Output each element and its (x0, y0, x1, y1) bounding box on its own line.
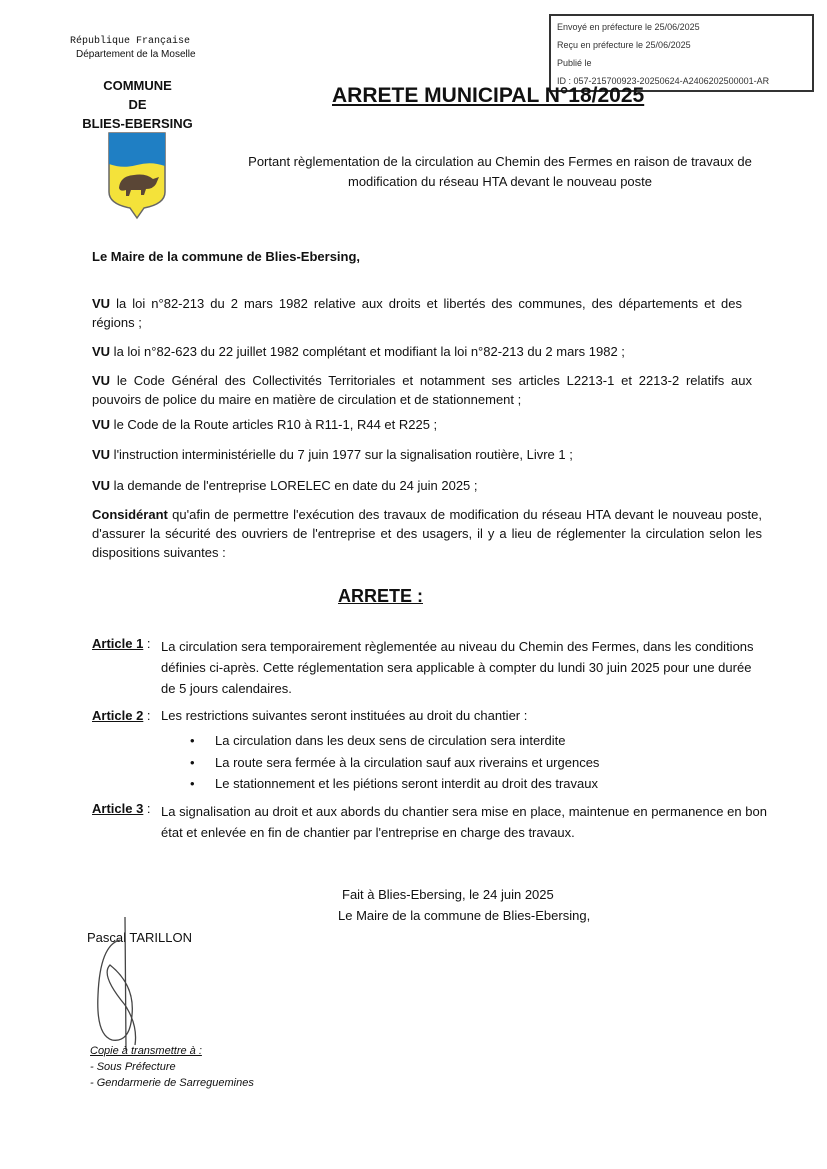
article-sep: : (143, 801, 151, 816)
considerant-label: Considérant (92, 507, 168, 522)
commune-name (70, 76, 205, 133)
vu-paragraph (92, 476, 742, 495)
stamp-id: ID : 057-215700923-20250624-A2406202500001-AR (557, 76, 770, 86)
commune-line: COMMUNE (103, 78, 172, 93)
stamp-sent: Envoyé en préfecture le 25/06/2025 (557, 22, 700, 32)
republic-label: République Française (70, 36, 191, 47)
vu-text: la demande de l'entreprise LORELEC en date du 24 juin 2025 ; (110, 478, 478, 493)
article-sep: : (143, 636, 151, 651)
intro: Le Maire de la commune de Blies-Ebersing, (92, 249, 361, 264)
vu-text: le Code de la Route articles R10 à R11-1, R44 et R225 ; (110, 417, 438, 432)
subtitle (200, 152, 800, 192)
vu-paragraph (92, 445, 742, 464)
copy-heading: Copie à transmettre à : (90, 1045, 202, 1057)
article-sep: : (143, 708, 151, 723)
bullet-icon: • (190, 754, 195, 770)
vu-label: VU (92, 296, 111, 311)
vu-paragraph (92, 371, 752, 409)
vu-text: l'instruction interministérielle du 7 juin 1977 sur la signalisation routière, Livre 1 ; (110, 447, 573, 462)
vu-paragraph (92, 415, 742, 434)
considerant-text: qu'afin de permettre l'exécution des travaux de modification du réseau HTA devant le nouveau poste, d'assurer la sécurité des ouvriers de l'entreprise et des usagers, il y a lieu de réglementer la circulation selon les dispositions suivantes : (92, 507, 762, 560)
bullet-icon: • (190, 733, 195, 748)
considerant-paragraph (92, 505, 762, 562)
article-3-label (92, 801, 151, 816)
copy-recipient: - Gendarmerie de Sarreguemines (90, 1077, 254, 1089)
vu-label: VU (92, 373, 111, 388)
handwritten-signature (90, 915, 150, 1055)
list-item (190, 752, 600, 774)
commune-line: DE (128, 97, 147, 112)
article-2-label (92, 708, 151, 723)
article-label: Article 1 (92, 636, 144, 651)
vu-text: la loi n°82-213 du 2 mars 1982 relative aux droits et libertés des communes, des départements et des régions ; (92, 296, 742, 330)
list-item-text: La route sera fermée à la circulation sauf aux riverains et urgences (215, 754, 600, 770)
article-3-text: La signalisation au droit et aux abords du chantier sera mise en place, maintenue en permanence en bon état et enlevée en fin de chantier par l'entreprise en charge des travaux. (161, 804, 767, 840)
page-title: ARRETE MUNICIPAL N°18/2025 (332, 84, 645, 107)
vu-paragraph (92, 294, 742, 332)
article-label: Article 3 (92, 801, 144, 816)
list-item (190, 773, 599, 795)
stamp-received: Reçu en préfecture le 25/06/2025 (557, 40, 691, 50)
article-label: Article 2 (92, 708, 144, 723)
commune-line: BLIES-EBERSING (82, 116, 193, 131)
list-item-text: Le stationnement et les piétions seront interdit au droit des travaux (215, 776, 598, 791)
vu-paragraph (92, 342, 742, 361)
department-label: Département de la Moselle (76, 49, 196, 60)
bullet-icon: • (190, 776, 195, 791)
arrete-heading: ARRETE : (338, 586, 423, 606)
vu-text: la loi n°82-623 du 22 juillet 1982 complétant et modifiant la loi n°82-213 du 2 mars 1982 ; (110, 344, 625, 359)
copy-recipient: - Sous Préfecture (90, 1061, 176, 1073)
vu-label: VU (92, 344, 111, 359)
restrictions-list (190, 730, 600, 795)
article-2-text: Les restrictions suivantes seront instituées au droit du chantier : (161, 708, 528, 723)
prefecture-stamp (549, 14, 814, 92)
place-date: Fait à Blies-Ebersing, le 24 juin 2025 (342, 887, 554, 902)
vu-label: VU (92, 447, 111, 462)
stamp-published: Publié le (557, 58, 592, 68)
vu-text: le Code Général des Collectivités Territoriales et notamment ses articles L2213-1 et 2213-2 relatifs aux pouvoirs de police du maire en matière de circulation et de stationnement ; (92, 373, 752, 407)
list-item-text: La circulation dans les deux sens de circulation sera interdite (215, 733, 566, 748)
article-1-label (92, 636, 151, 651)
article-1-text: La circulation sera temporairement règlementée au niveau du Chemin des Fermes, dans les conditions définies ci-après. Cette réglementation sera applicable à compter du lundi 30 juin 2025 pour une durée de 5 jours calendaires. (161, 639, 754, 696)
subtitle-line: modification du réseau HTA devant le nouveau poste (347, 174, 652, 189)
coat-of-arms-logo (106, 130, 168, 220)
mayor-name: Pascal TARILLON (87, 930, 193, 945)
mayor-role: Le Maire de la commune de Blies-Ebersing, (338, 908, 591, 923)
subtitle-line: Portant règlementation de la circulation au Chemin des Fermes en raison de travaux de (248, 154, 752, 169)
list-item (190, 730, 599, 752)
vu-label: VU (92, 417, 111, 432)
vu-label: VU (92, 478, 111, 493)
